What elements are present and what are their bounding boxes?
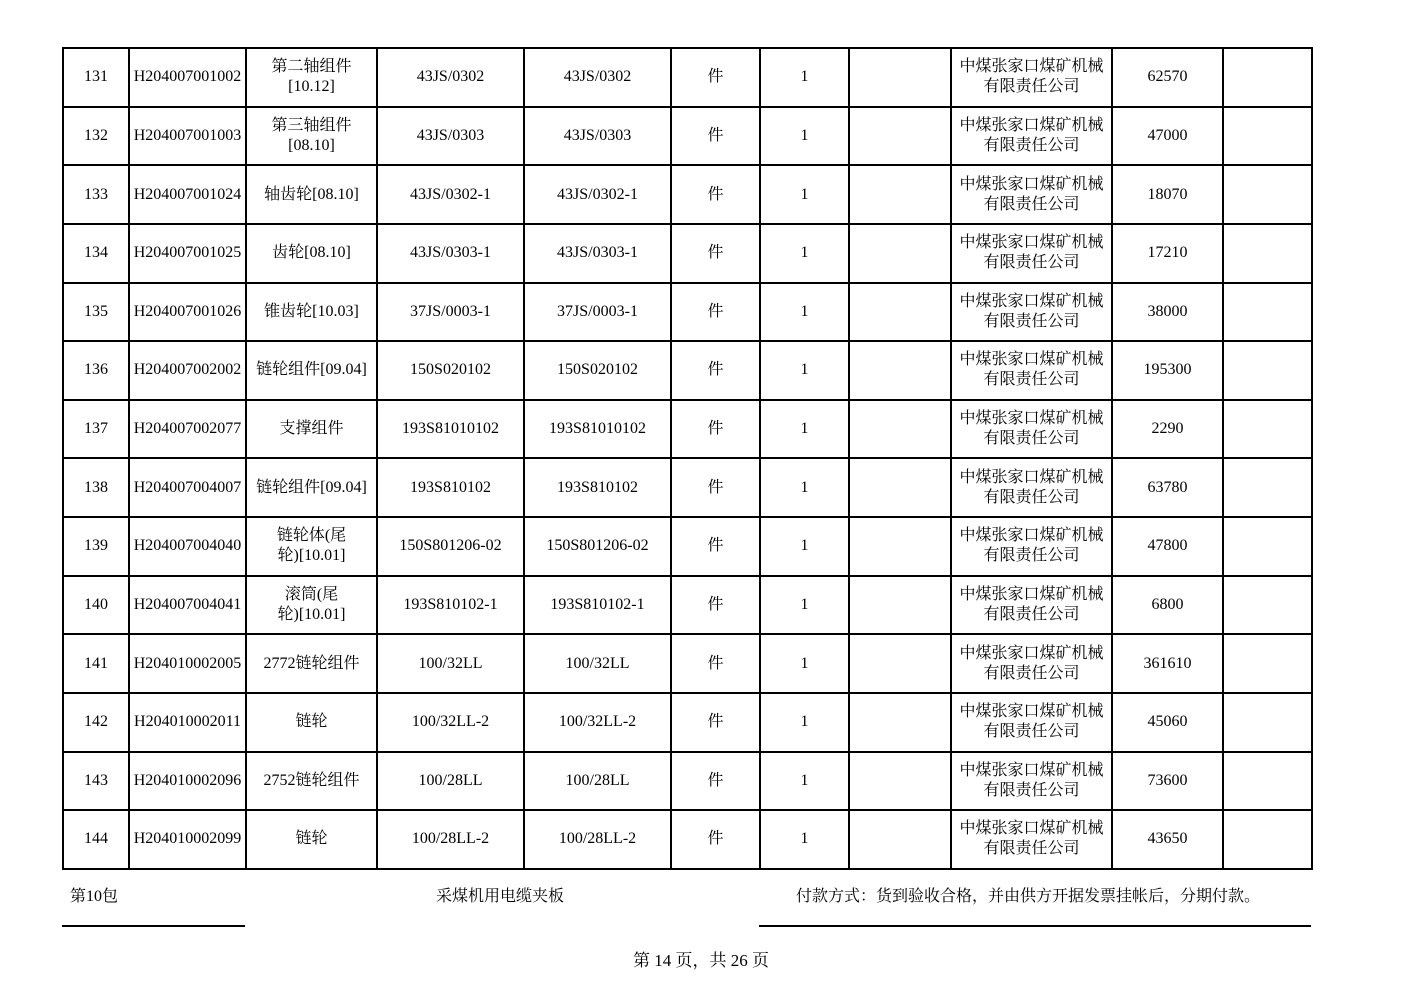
table-row: [63, 752, 1312, 811]
table-row: [63, 400, 1312, 459]
cell-supplier: 中煤张家口煤矿机械 有限责任公司: [951, 752, 1112, 811]
cell-drawing-no: 100/32LL: [524, 634, 671, 693]
cell-supplier: 中煤张家口煤矿机械 有限责任公司: [951, 634, 1112, 693]
cell-unit: 件: [671, 48, 760, 107]
table-row: [63, 48, 1312, 107]
cell-code: H204010002005: [129, 634, 246, 693]
cell-remark: [1223, 810, 1312, 869]
cell-remark: [1223, 341, 1312, 400]
cell-spec: 193S81010102: [377, 400, 524, 459]
cell-qty: 1: [760, 165, 849, 224]
cell-spec: 100/28LL-2: [377, 810, 524, 869]
cell-note: [849, 458, 951, 517]
cell-name: 链轮体(尾 轮)[10.01]: [246, 517, 377, 576]
cell-unit: 件: [671, 341, 760, 400]
cell-qty: 1: [760, 400, 849, 459]
cell-amount: 2290: [1112, 400, 1223, 459]
cell-name: 齿轮[08.10]: [246, 224, 377, 283]
cell-code: H204007001024: [129, 165, 246, 224]
cell-code: H204007004007: [129, 458, 246, 517]
cell-code: H204007002077: [129, 400, 246, 459]
cell-code: H204007004040: [129, 517, 246, 576]
cell-no: 143: [63, 752, 129, 811]
cell-supplier: 中煤张家口煤矿机械 有限责任公司: [951, 48, 1112, 107]
cell-name: 链轮组件[09.04]: [246, 341, 377, 400]
cell-amount: 6800: [1112, 576, 1223, 635]
table-row: [63, 693, 1312, 752]
cell-name: 轴齿轮[08.10]: [246, 165, 377, 224]
cell-remark: [1223, 693, 1312, 752]
cell-amount: 47000: [1112, 107, 1223, 166]
cell-no: 137: [63, 400, 129, 459]
cell-remark: [1223, 224, 1312, 283]
cell-supplier: 中煤张家口煤矿机械 有限责任公司: [951, 458, 1112, 517]
cell-remark: [1223, 576, 1312, 635]
cell-unit: 件: [671, 107, 760, 166]
cell-name: 链轮: [246, 810, 377, 869]
cell-spec: 43JS/0302-1: [377, 165, 524, 224]
cell-supplier: 中煤张家口煤矿机械 有限责任公司: [951, 693, 1112, 752]
cell-qty: 1: [760, 458, 849, 517]
cell-remark: [1223, 283, 1312, 342]
cell-supplier: 中煤张家口煤矿机械 有限责任公司: [951, 400, 1112, 459]
cell-unit: 件: [671, 517, 760, 576]
package-number: 第10包: [70, 888, 119, 905]
cell-code: H204007002002: [129, 341, 246, 400]
cell-drawing-no: 150S020102: [524, 341, 671, 400]
cell-remark: [1223, 634, 1312, 693]
cell-drawing-no: 37JS/0003-1: [524, 283, 671, 342]
payment-underline: [759, 925, 1311, 927]
package-title: 采煤机用电缆夹板: [436, 888, 565, 905]
cell-unit: 件: [671, 810, 760, 869]
cell-drawing-no: 43JS/0303-1: [524, 224, 671, 283]
cell-qty: 1: [760, 341, 849, 400]
cell-code: H204007001002: [129, 48, 246, 107]
cell-remark: [1223, 165, 1312, 224]
table-row: [63, 341, 1312, 400]
cell-name: 滚筒(尾 轮)[10.01]: [246, 576, 377, 635]
table-row: [63, 517, 1312, 576]
cell-qty: 1: [760, 517, 849, 576]
cell-supplier: 中煤张家口煤矿机械 有限责任公司: [951, 517, 1112, 576]
table-row: [63, 283, 1312, 342]
cell-drawing-no: 193S810102-1: [524, 576, 671, 635]
cell-spec: 100/32LL: [377, 634, 524, 693]
cell-note: [849, 224, 951, 283]
cell-spec: 43JS/0303: [377, 107, 524, 166]
cell-remark: [1223, 107, 1312, 166]
table-row: [63, 810, 1312, 869]
cell-no: 144: [63, 810, 129, 869]
cell-unit: 件: [671, 458, 760, 517]
cell-no: 132: [63, 107, 129, 166]
cell-amount: 38000: [1112, 283, 1223, 342]
cell-unit: 件: [671, 693, 760, 752]
cell-drawing-no: 43JS/0303: [524, 107, 671, 166]
cell-spec: 193S810102-1: [377, 576, 524, 635]
cell-drawing-no: 100/28LL: [524, 752, 671, 811]
cell-unit: 件: [671, 283, 760, 342]
cell-qty: 1: [760, 48, 849, 107]
cell-amount: 73600: [1112, 752, 1223, 811]
cell-spec: 100/32LL-2: [377, 693, 524, 752]
cell-no: 135: [63, 283, 129, 342]
cell-remark: [1223, 517, 1312, 576]
cell-no: 138: [63, 458, 129, 517]
cell-no: 140: [63, 576, 129, 635]
cell-code: H204010002099: [129, 810, 246, 869]
cell-name: 2752链轮组件: [246, 752, 377, 811]
table-row: [63, 224, 1312, 283]
cell-note: [849, 107, 951, 166]
cell-remark: [1223, 752, 1312, 811]
package-underline: [62, 925, 245, 927]
cell-remark: [1223, 48, 1312, 107]
cell-note: [849, 810, 951, 869]
cell-drawing-no: 100/28LL-2: [524, 810, 671, 869]
cell-amount: 18070: [1112, 165, 1223, 224]
cell-supplier: 中煤张家口煤矿机械 有限责任公司: [951, 224, 1112, 283]
cell-name: 链轮组件[09.04]: [246, 458, 377, 517]
cell-note: [849, 48, 951, 107]
cell-amount: 45060: [1112, 693, 1223, 752]
cell-note: [849, 576, 951, 635]
cell-spec: 43JS/0302: [377, 48, 524, 107]
cell-spec: 150S801206-02: [377, 517, 524, 576]
cell-unit: 件: [671, 634, 760, 693]
table-row: [63, 107, 1312, 166]
cell-unit: 件: [671, 752, 760, 811]
cell-code: H204007001003: [129, 107, 246, 166]
cell-qty: 1: [760, 752, 849, 811]
table-row: [63, 165, 1312, 224]
cell-name: 锥齿轮[10.03]: [246, 283, 377, 342]
payment-terms: 付款方式：货到验收合格，并由供方开据发票挂帐后，分期付款。: [796, 888, 1261, 905]
cell-supplier: 中煤张家口煤矿机械 有限责任公司: [951, 576, 1112, 635]
cell-no: 139: [63, 517, 129, 576]
cell-qty: 1: [760, 107, 849, 166]
cell-supplier: 中煤张家口煤矿机械 有限责任公司: [951, 283, 1112, 342]
parts-table: [62, 47, 1313, 870]
cell-amount: 63780: [1112, 458, 1223, 517]
cell-qty: 1: [760, 283, 849, 342]
cell-no: 141: [63, 634, 129, 693]
cell-drawing-no: 193S81010102: [524, 400, 671, 459]
cell-remark: [1223, 400, 1312, 459]
cell-no: 133: [63, 165, 129, 224]
cell-qty: 1: [760, 576, 849, 635]
cell-spec: 37JS/0003-1: [377, 283, 524, 342]
table-row: [63, 576, 1312, 635]
cell-qty: 1: [760, 693, 849, 752]
cell-qty: 1: [760, 634, 849, 693]
cell-note: [849, 693, 951, 752]
cell-supplier: 中煤张家口煤矿机械 有限责任公司: [951, 165, 1112, 224]
table-row: [63, 634, 1312, 693]
cell-note: [849, 341, 951, 400]
cell-code: H204007004041: [129, 576, 246, 635]
cell-spec: 150S020102: [377, 341, 524, 400]
cell-supplier: 中煤张家口煤矿机械 有限责任公司: [951, 107, 1112, 166]
cell-qty: 1: [760, 810, 849, 869]
cell-note: [849, 517, 951, 576]
cell-no: 136: [63, 341, 129, 400]
cell-no: 134: [63, 224, 129, 283]
cell-note: [849, 283, 951, 342]
cell-drawing-no: 193S810102: [524, 458, 671, 517]
cell-name: 第二轴组件 [10.12]: [246, 48, 377, 107]
cell-drawing-no: 43JS/0302-1: [524, 165, 671, 224]
cell-drawing-no: 150S801206-02: [524, 517, 671, 576]
cell-note: [849, 752, 951, 811]
cell-unit: 件: [671, 576, 760, 635]
cell-note: [849, 400, 951, 459]
cell-amount: 17210: [1112, 224, 1223, 283]
cell-amount: 195300: [1112, 341, 1223, 400]
cell-name: 支撑组件: [246, 400, 377, 459]
cell-amount: 43650: [1112, 810, 1223, 869]
cell-code: H204010002011: [129, 693, 246, 752]
cell-note: [849, 634, 951, 693]
cell-name: 链轮: [246, 693, 377, 752]
cell-spec: 193S810102: [377, 458, 524, 517]
cell-note: [849, 165, 951, 224]
cell-unit: 件: [671, 224, 760, 283]
cell-supplier: 中煤张家口煤矿机械 有限责任公司: [951, 810, 1112, 869]
cell-code: H204007001026: [129, 283, 246, 342]
cell-name: 第三轴组件 [08.10]: [246, 107, 377, 166]
cell-supplier: 中煤张家口煤矿机械 有限责任公司: [951, 341, 1112, 400]
cell-remark: [1223, 458, 1312, 517]
cell-code: H204007001025: [129, 224, 246, 283]
cell-amount: 361610: [1112, 634, 1223, 693]
cell-no: 142: [63, 693, 129, 752]
page-number: 第 14 页，共 26 页: [633, 951, 769, 970]
cell-spec: 100/28LL: [377, 752, 524, 811]
cell-drawing-no: 100/32LL-2: [524, 693, 671, 752]
cell-qty: 1: [760, 224, 849, 283]
cell-name: 2772链轮组件: [246, 634, 377, 693]
cell-amount: 62570: [1112, 48, 1223, 107]
cell-unit: 件: [671, 400, 760, 459]
cell-unit: 件: [671, 165, 760, 224]
cell-code: H204010002096: [129, 752, 246, 811]
cell-amount: 47800: [1112, 517, 1223, 576]
table-row: [63, 458, 1312, 517]
cell-spec: 43JS/0303-1: [377, 224, 524, 283]
cell-drawing-no: 43JS/0302: [524, 48, 671, 107]
table-body: [63, 48, 1312, 869]
cell-no: 131: [63, 48, 129, 107]
